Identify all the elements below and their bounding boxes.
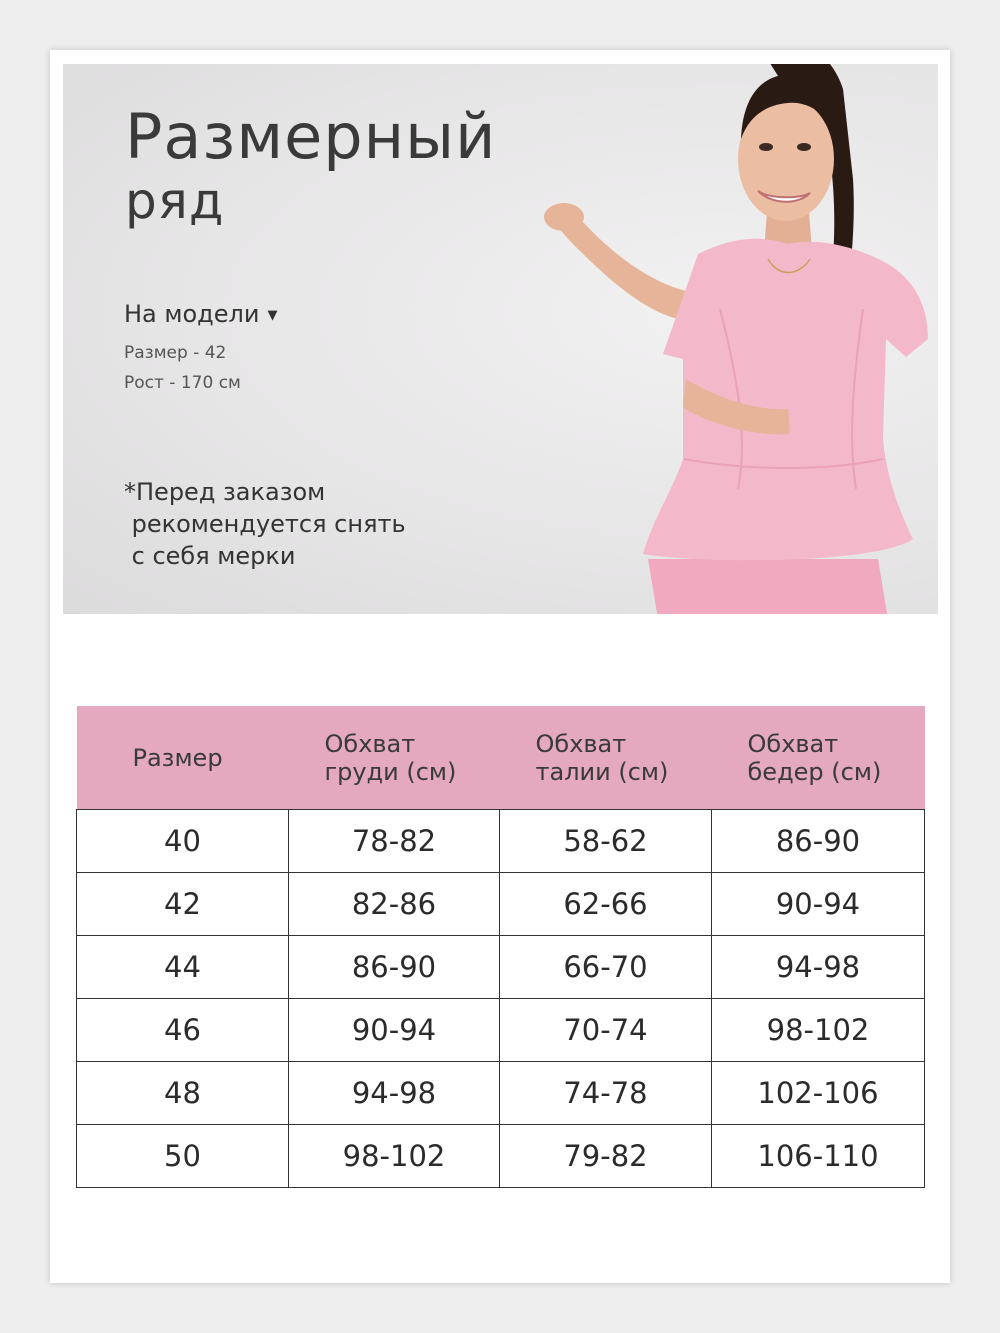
cell-hips: 94-98 [712,936,925,999]
model-height: Рост - 170 см [124,373,241,393]
size-chart-card [50,50,950,1283]
cell-size: 42 [77,873,289,936]
column-header-waist: Обхват талии (см) [500,706,712,810]
column-header-hips: Обхват бедер (см) [712,706,925,810]
model-info-label: На модели [124,300,260,328]
cell-waist: 70-74 [500,999,712,1062]
cell-hips: 86-90 [712,810,925,873]
note-line: с себя мерки [124,542,296,570]
cell-size: 46 [77,999,289,1062]
note-line: *Перед заказом [124,478,326,506]
table-row [77,936,925,999]
cell-waist: 58-62 [500,810,712,873]
measurement-note [124,476,406,572]
model-size: Размер - 42 [124,343,227,363]
cell-size: 44 [77,936,289,999]
cell-waist: 74-78 [500,1062,712,1125]
table-row [77,1062,925,1125]
caret-down-icon: ▼ [267,308,278,323]
column-header-size: Размер [77,706,289,810]
column-header-chest: Обхват груди (см) [289,706,500,810]
table-row [77,810,925,873]
cell-chest: 90-94 [289,999,500,1062]
page-subtitle: ряд [125,172,225,230]
note-line: рекомендуется снять [124,510,406,538]
cell-chest: 78-82 [289,810,500,873]
cell-chest: 98-102 [289,1125,500,1188]
model-photo [458,64,938,614]
hero-banner [63,64,938,614]
cell-hips: 98-102 [712,999,925,1062]
cell-chest: 82-86 [289,873,500,936]
table-row [77,1125,925,1188]
cell-hips: 90-94 [712,873,925,936]
cell-waist: 62-66 [500,873,712,936]
cell-waist: 79-82 [500,1125,712,1188]
cell-waist: 66-70 [500,936,712,999]
model-info-heading [124,300,277,328]
cell-chest: 86-90 [289,936,500,999]
size-table [76,706,925,1188]
cell-chest: 94-98 [289,1062,500,1125]
cell-size: 48 [77,1062,289,1125]
table-row [77,873,925,936]
cell-hips: 106-110 [712,1125,925,1188]
page-title: Размерный [125,100,497,173]
cell-size: 50 [77,1125,289,1188]
cell-size: 40 [77,810,289,873]
cell-hips: 102-106 [712,1062,925,1125]
table-row [77,999,925,1062]
table-header-row [77,706,925,810]
